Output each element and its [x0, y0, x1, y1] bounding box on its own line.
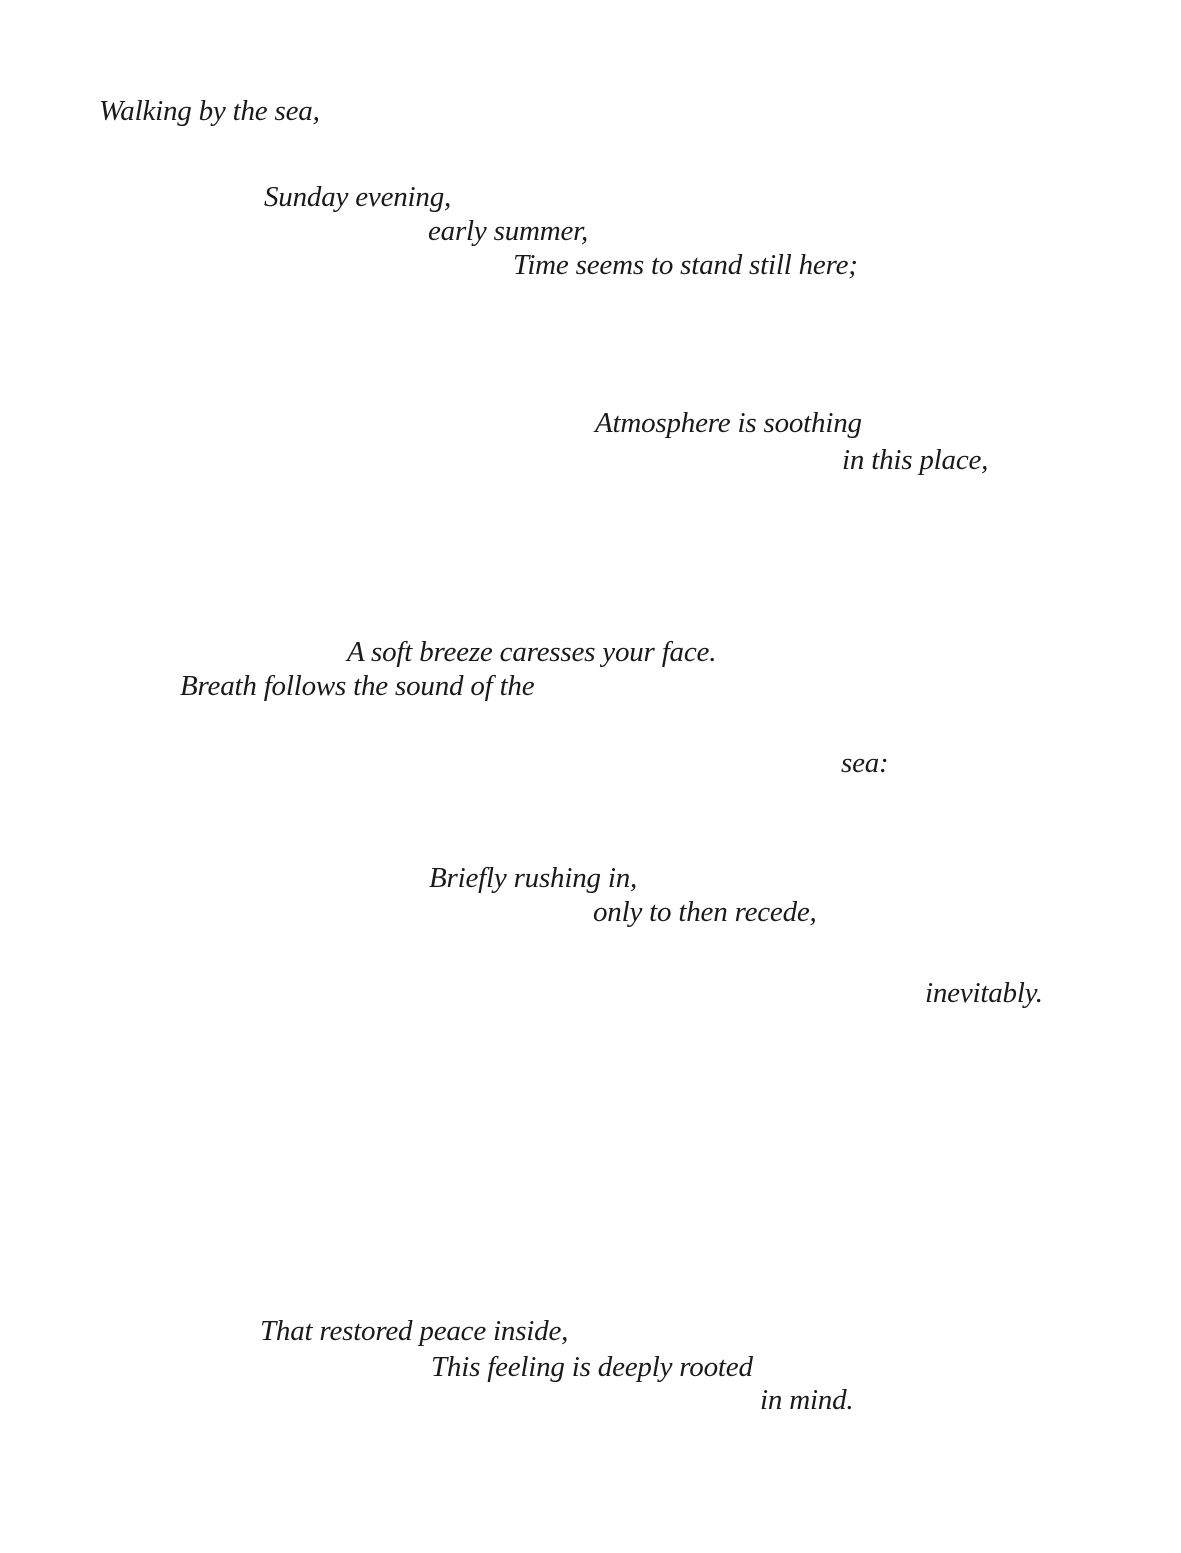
poem-line-15: in mind. [760, 1384, 854, 1416]
poem-line-13: That restored peace inside, [260, 1315, 569, 1347]
poem-line-3: early summer, [428, 215, 589, 247]
poem-line-1: Walking by the sea, [99, 95, 320, 127]
poem-line-6: in this place, [842, 444, 989, 476]
poem-line-2: Sunday evening, [264, 181, 452, 213]
poem-line-4: Time seems to stand still here; [513, 249, 858, 281]
poem-line-7: A soft breeze caresses your face. [347, 636, 717, 668]
poem-line-5: Atmosphere is soothing [595, 407, 862, 439]
poem-line-14: This feeling is deeply rooted [431, 1351, 753, 1383]
poem-line-12: inevitably. [925, 977, 1043, 1009]
poem-line-8: Breath follows the sound of the [180, 670, 535, 702]
poem-line-9: sea: [841, 747, 889, 779]
poem-line-11: only to then recede, [593, 896, 817, 928]
poem-line-10: Briefly rushing in, [429, 862, 638, 894]
